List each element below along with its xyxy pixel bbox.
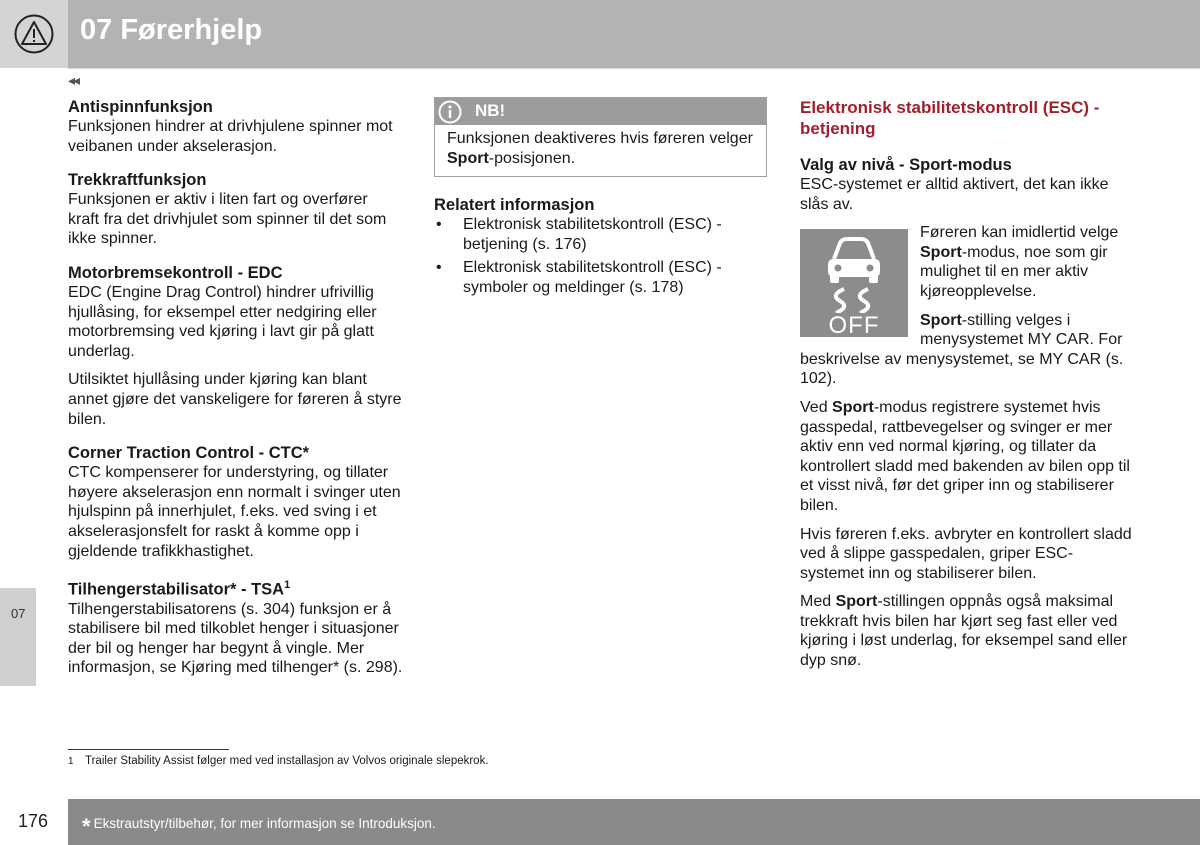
esc-off-symbol	[800, 229, 908, 337]
section-heading: Trekkraftfunksjon	[68, 171, 207, 190]
section-heading: Motorbremsekontroll - EDC	[68, 263, 283, 282]
footnote-ref[interactable]: 1	[284, 579, 291, 592]
asterisk-icon: *	[82, 814, 91, 839]
paragraph-part: -stilling velges i menysystemet MY CAR. For beskrivelse av menysystemet, se MY CAR (s. 102).	[800, 311, 1124, 388]
bullet-icon: •	[436, 216, 442, 234]
related-item[interactable]	[434, 258, 767, 297]
chapter-side-tab[interactable]	[0, 588, 36, 686]
section-text: Utilsiktet hjullåsing under kjøring kan blant annet gjøre det vanskeligere for føreren å styre bilen.	[68, 371, 402, 428]
section-heading-text: Tilhengerstabilisator* - TSA	[68, 580, 285, 599]
sport-term: Sport	[920, 243, 962, 261]
footnote	[68, 755, 489, 767]
paragraph: ESC-systemet er alltid aktivert, det kan ikke slås av.	[800, 176, 1109, 213]
section-text: Tilhengerstabilisatorens (s. 304) funksjon er å stabilisere bil med tilkoblet henger i situasjoner der bil og henger har begynt å vingle. Mer informasjon, se Kjøring med tilhenger* (s. 298).	[68, 600, 403, 677]
section-title: Elektronisk stabilitetskontroll (ESC) - betjening	[800, 98, 1100, 138]
related-item[interactable]	[434, 215, 767, 254]
footnote-text: Trailer Stability Assist følger med ved installasjon av Volvos originale slepekrok.	[85, 755, 489, 767]
back-arrows-icon[interactable]: ◂◂	[68, 72, 79, 88]
footer-note	[82, 814, 436, 840]
section-tsa	[68, 575, 403, 678]
related-heading: Relatert informasjon	[434, 196, 595, 215]
note-label: NB!	[475, 101, 506, 120]
note-text-part: -posisjonen.	[488, 149, 576, 167]
footnote-divider	[68, 749, 229, 750]
chapter-side-tab-label: 07	[11, 606, 26, 621]
sport-term: Sport	[835, 593, 878, 611]
header-divider	[68, 68, 1200, 69]
note-text	[435, 125, 766, 176]
sport-term: Sport	[832, 398, 874, 416]
paragraph: Hvis føreren f.eks. avbryter en kontrollert sladd ved å slippe gasspedalen, griper ESC-systemet inn og stabiliserer bilen.	[800, 525, 1132, 582]
skidding-car-icon	[800, 229, 908, 313]
paragraph	[800, 592, 1135, 670]
info-icon	[438, 100, 462, 124]
bullet-icon: •	[436, 259, 442, 277]
paragraph-part: -stillingen oppnås også maksimal trekkraft hvis bilen har kjørt seg fast eller ved kjøring i løst underlag, for eksempel sand eller dyp snø.	[800, 593, 1128, 670]
right-column	[800, 97, 1135, 680]
paragraph-part: -modus, noe som gir mulighet til en mer aktiv kjøreopplevelse.	[920, 243, 1108, 300]
chapter-title: 07 Førerhjelp	[80, 14, 263, 46]
note-box	[434, 97, 767, 177]
left-column	[68, 97, 403, 692]
section-traction	[68, 170, 403, 249]
section-text: Funksjonen er aktiv i liten fart og overfører kraft fra det drivhjulet som spinner til det som ikke spinner.	[68, 191, 387, 248]
footnote-number: 1	[68, 756, 74, 767]
paragraph-part: Føreren kan imidlertid velge	[920, 224, 1119, 242]
header-icon-box	[0, 0, 68, 68]
section-text: EDC (Engine Drag Control) hindrer ufrivillig hjullåsing, for eksempel etter nedgiring eller motorbremsing ved kjøring i lavt gir på glatt underlag.	[68, 283, 377, 360]
esc-off-label: OFF	[828, 311, 880, 339]
note-text-bold: Sport	[447, 149, 489, 167]
paragraph-part: Med	[800, 593, 836, 611]
note-header	[435, 98, 766, 125]
paragraph	[800, 398, 1135, 516]
middle-column	[434, 97, 767, 302]
section-heading: Corner Traction Control - CTC*	[68, 444, 310, 463]
section-edc	[68, 263, 403, 429]
page-number: 176	[18, 811, 49, 831]
section-ctc	[68, 443, 403, 561]
section-text: Funksjonen hindrer at drivhjulene spinner mot veibanen under akselerasjon.	[68, 118, 393, 155]
sport-term: Sport	[920, 311, 962, 329]
related-link[interactable]: Elektronisk stabilitetskontroll (ESC) - symboler og meldinger (s. 178)	[463, 259, 722, 296]
section-antispin	[68, 97, 403, 156]
note-text-part: Funksjonen deaktiveres hvis føreren velger	[447, 130, 753, 147]
paragraph-part: -modus registrere systemet hvis gasspedal, rattbevegelser og svinger er mer aktiv enn ved normal kjøring, og tillater da kontrollert sladd med bakenden av bilen opp til et visst nivå, før det griper inn og stabiliserer bilen.	[800, 398, 1130, 514]
section-heading	[68, 575, 403, 600]
paragraph-part: Ved	[800, 398, 833, 416]
section-text: CTC kompenserer for understyring, og tillater høyere akselerasjon enn normalt i svinger uten hjulspinn på innerhjulet, f.eks. ved sving i et akselerasjonsfelt for raskt å komme opp i gjeldende trafikkhastighet.	[68, 464, 401, 560]
warning-icon	[14, 14, 54, 54]
related-link[interactable]: Elektronisk stabilitetskontroll (ESC) - betjening (s. 176)	[463, 216, 722, 253]
sub-heading: Valg av nivå - Sport-modus	[800, 156, 1012, 174]
section-heading: Antispinnfunksjon	[68, 98, 213, 116]
footer-note-text: Ekstrautstyr/tilbehør, for mer informasjon se Introduksjon.	[93, 816, 436, 831]
related-list	[434, 215, 767, 297]
